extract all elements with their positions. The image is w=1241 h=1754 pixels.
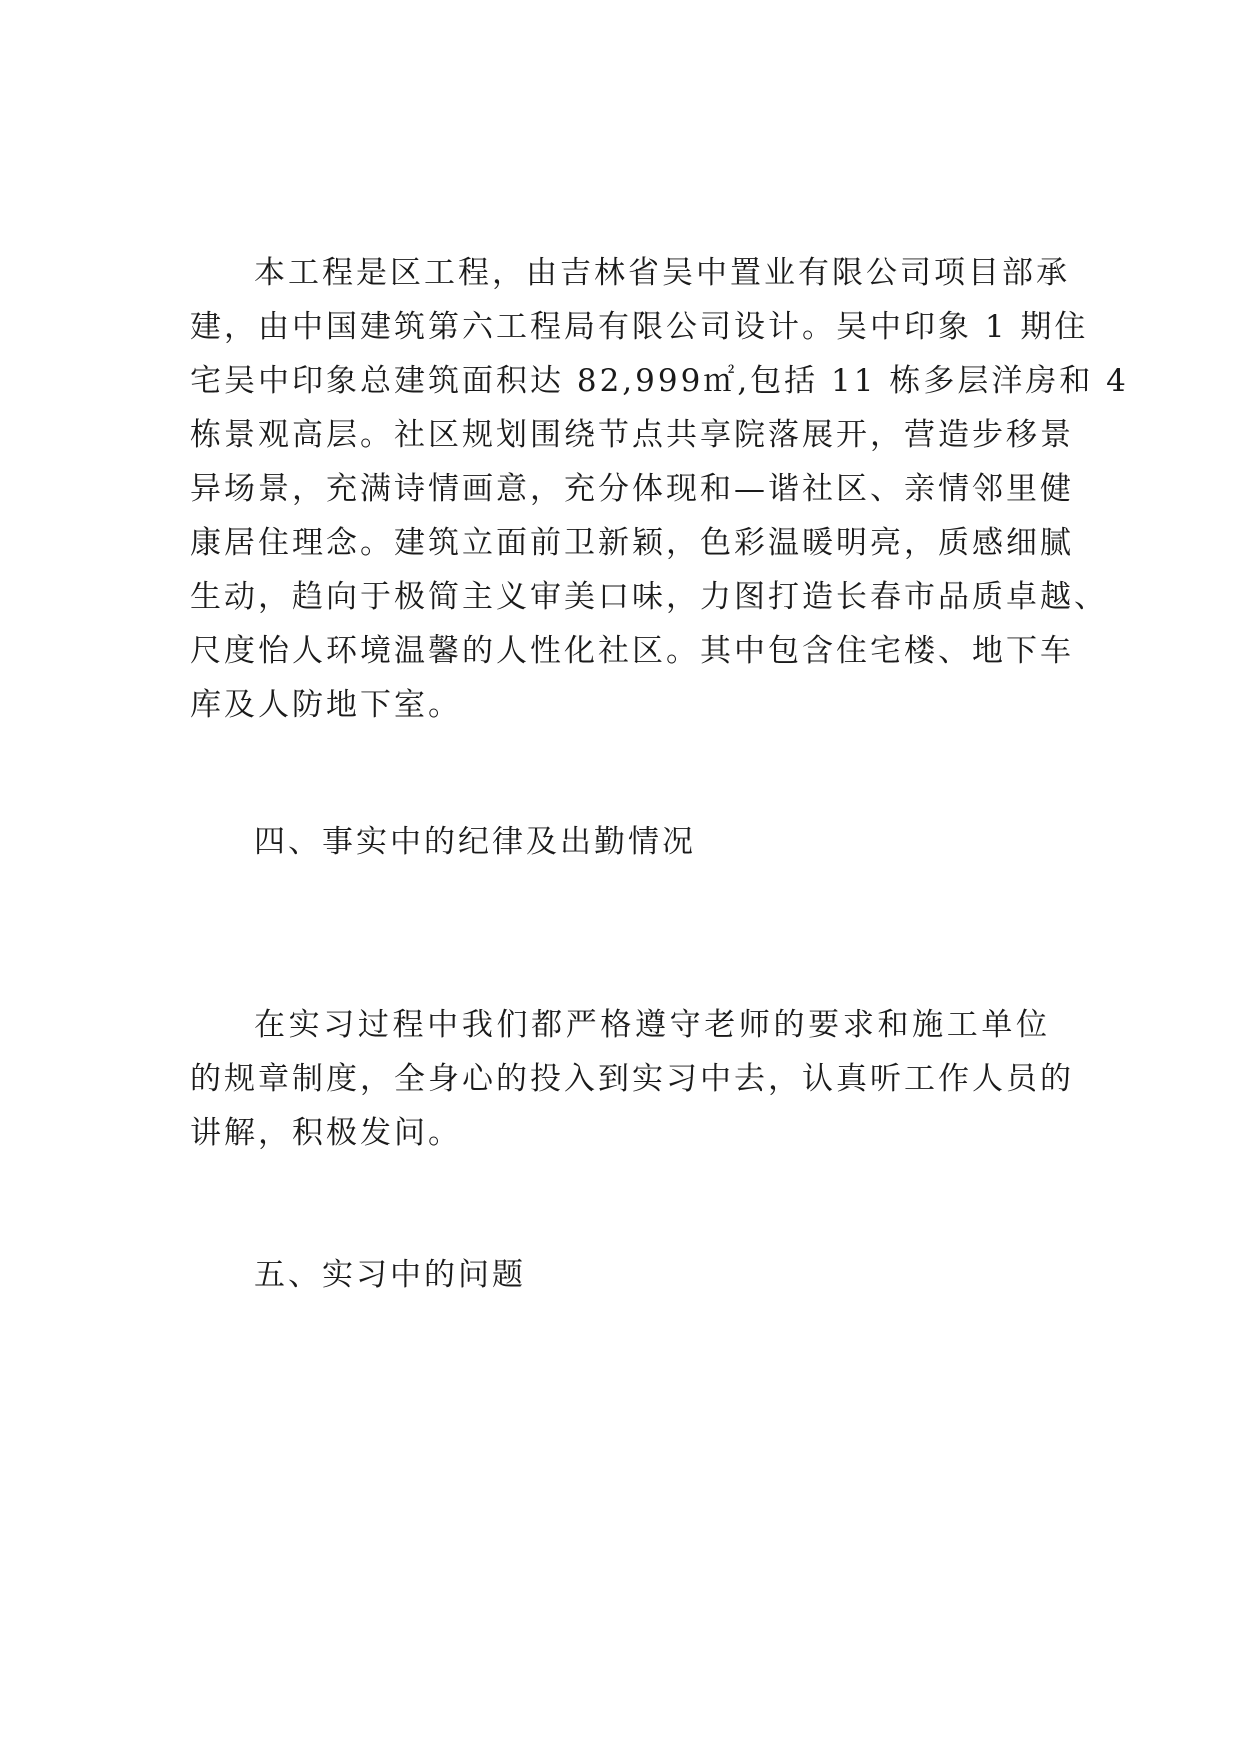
paragraph-line: 生动，趋向于极简主义审美口味，力图打造长春市品质卓越、 — [190, 579, 1108, 615]
paragraph-line: 康居住理念。建筑立面前卫新颖，色彩温暖明亮，质感细腻 — [190, 525, 1074, 561]
paragraph-line: 本工程是区工程，由吉林省吴中置业有限公司项目部承 — [254, 255, 1070, 291]
paragraph-line: 在实习过程中我们都严格遵守老师的要求和施工单位 — [254, 1007, 1050, 1043]
paragraph-line: 讲解，积极发问。 — [190, 1115, 462, 1151]
paragraph-line: 的规章制度，全身心的投入到实习中去，认真听工作人员的 — [190, 1061, 1074, 1097]
paragraph-line: 尺度怡人环境温馨的人性化社区。其中包含住宅楼、地下车 — [190, 633, 1074, 669]
section-heading: 五、实习中的问题 — [254, 1257, 526, 1293]
paragraph-line: 建，由中国建筑第六工程局有限公司设计。吴中印象 1 期住 — [190, 309, 1089, 345]
paragraph-line: 宅吴中印象总建筑面积达 82,999㎡,包括 11 栋多层洋房和 4 — [190, 363, 1129, 399]
paragraph-line: 异场景，充满诗情画意，充分体现和—谐社区、亲情邻里健 — [190, 471, 1074, 507]
paragraph-line: 栋景观高层。社区规划围绕节点共享院落展开，营造步移景 — [190, 417, 1074, 453]
section-heading: 四、事实中的纪律及出勤情况 — [254, 824, 696, 860]
paragraph-line: 库及人防地下室。 — [190, 687, 462, 723]
